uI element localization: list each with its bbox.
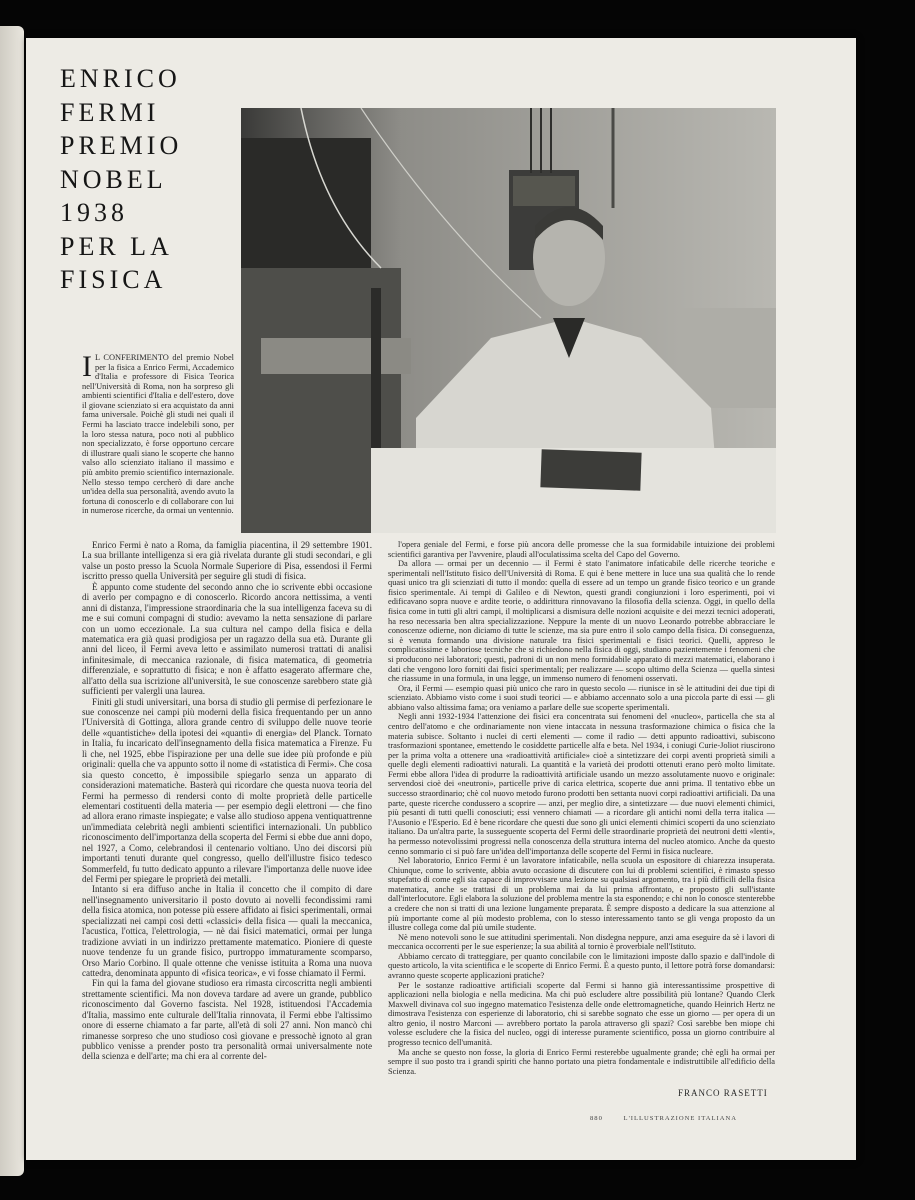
adjacent-page-edge bbox=[0, 26, 24, 1176]
paragraph: Da allora — ormai per un decennio — il Fermi è stato l'animatore infaticabile delle ricerche teoriche e sperimentali nell'Istituto fisico dell'Università di Roma. E qui è bene mettere in luce una sua qualità che lo rende quasi unico tra gli scienziati di tutto il mondo: quella di essere ad un tempo un grande fisico teorico e un grande fisico sperimentale. Ai tempi di Galileo e di Newton, questi grandi congiunzioni i loro esperimenti, poi vi edificavano sopra nuove e ardite teorie, o addirittura rinnovavano la filosofia della scienza. Oggi, in quello della fisica come in tutti gli altri campi, il moltiplicarsi a dismisura delle nozioni acquisite e dei mezzi tecnici adoperati, ha reso necessaria ben altra specializzazione. Neppure la mente di un nuovo Leonardo potrebbe abbracciare le conoscenze odierne, non diciamo di tutte le scienze, ma sia pure entro il solo campo della fisica. Di conseguenza, si è venuta formando una divisione naturale tra fisici sperimentali e fisici teorici. Quelli, appreso le complicatissime e laboriose tecniche che si richiedono nella fisica di oggi, studiano pazientemente i fenomeni che si producono nei laboratori; questi, padroni di un non meno formidabile apparato di mezzi matematici, elaborano i dati che vengono loro forniti dai fisici sperimentali; per realizzare — scopo ultimo della Scienza — quella sintesi che riassume in una formula, in una legge, un immenso numero di fenomeni osservati. bbox=[388, 559, 775, 684]
paragraph: È appunto come studente del secondo anno che io scrivente ebbi occasione di averlo per compagno e di conoscerlo. Ricordo ancora nettissima, a venti anni di distanza, l'impressione straordinaria che la sua intelligenza faceva su di me e sui comuni compagni di studio: avevamo la netta sensazione di parlare con un uomo eccezionale. La sua cultura nel campo della fisica e della matematica era già quasi prodigiosa per un ragazzo della sua età. Durante gli anni del liceo, il Fermi aveva letto e assimilato numerosi trattati di analisi infinitesimale, di meccanica razionale, di fisica matematica, di geometria differenziale, e soprattutto di fisica; e non è affatto esagerato affermare che, all'atto della sua iscrizione all'università, le sue conoscenze sarebbero state già sufficienti per valergli una laurea. bbox=[82, 581, 372, 697]
headline-line: ENRICO bbox=[60, 64, 181, 93]
headline-line: FISICA bbox=[60, 265, 167, 294]
text-column-right bbox=[388, 540, 775, 1076]
headline-line: 1938 bbox=[60, 198, 128, 227]
paragraph: Enrico Fermi è nato a Roma, da famiglia piacentina, il 29 settembre 1901. La sua brillante intelligenza si era già rivelata durante gli studi secondari, e gli valse un posto presso la Scuola Normale Superiore di Pisa, essendosi il Fermi iscritto presso quella Università per seguire gli studi di fisica. bbox=[82, 540, 372, 582]
page-number: 880 bbox=[590, 1115, 603, 1122]
paragraph: Abbiamo cercato di tratteggiare, per quanto concilabile con le limitazioni imposte dallo spazio e dall'indole di questo articolo, la vita scientifica e le scoperte di Enrico Fermi. È a questo punto, il lettore potrà forse domandarsi: avranno queste scoperte applicazioni pratiche? bbox=[388, 951, 775, 981]
paragraph: Ora, il Fermi — esempio quasi più unico che raro in questo secolo — riunisce in sè le attitudini dei due tipi di scienziato. Abbiamo visto come i suoi studi teorici — e abbiamo accennato solo a una piccola parte di essi — gli abbiano valso altissima fama; ora veniamo a parlare delle sue scoperte sperimentali. bbox=[388, 683, 775, 712]
paragraph: Ma anche se questo non fosse, la gloria di Enrico Fermi resterebbe ugualmente grande; chè egli ha ormai per sempre il suo posto tra i grandi spiriti che hanno portato una pietra fondamentale e indistruttibile all'edificio della Scienza. bbox=[388, 1047, 775, 1076]
paragraph: Intanto si era diffuso anche in Italia il concetto che il compito di dare nell'insegnamento universitario il posto dovuto ai novelli fecondissimi rami della fisica atomica, non potesse più essere affidato ai fisici sperimentali, ormai specializzati nei campi così detti «classici» della fisica — quali la meccanica, l'acustica, l'ottica, l'elettrologia, — nè dai fisici matematici, ormai per lunga tradizione avviati in un indirizzo prettamente matematico. Pioniere di queste nuove tendenze fu un grande fisico, purtroppo immaturamente scomparso, Orso Mario Corbino. Il quale ottenne che venisse istituita a Roma una nuova cattedra, denominata appunto di «fisica teorica», e vi fosse chiamato il Fermi. bbox=[82, 884, 372, 978]
paragraph: Finiti gli studi universitari, una borsa di studio gli permise di perfezionare le sue conoscenze nei campi più moderni della fisica frequentando per un anno l'Università di Gottinga, allora grande centro di sviluppo delle nuove teorie delle «quantistiche» della ipotesi dei «quanti» di energia» del Planck. Tornato in Italia, fu incaricato dell'insegnamento della fisica matematica a Firenze. Fu lì che, nel 1925, ebbe l'ispirazione per una delle sue idee più profonde e più originali: quella che va appunto sotto il nome di «statistica di Fermi». Che cosa sia questo concetto, è impossibile spiegarlo senza un apparato di considerazioni matematiche. Basterà qui ricordare che questa nuova teoria del Fermi ha permesso di rendersi conto di molte proprietà delle particelle elementari costituenti della materia — per esempio degli elettroni — che fino ad allora erano rimaste inspiegate; e valse allo studioso appena ventiquattrenne un'immediata celebrità negli ambienti scientifici internazionali. Un pubblico riconoscimento dell'importanza della scoperta del Fermi si ebbe due anni dopo, nel 1927, a Como, celebrandosi il centenario voltiano. Uno dei discorsi più importanti tenuti durante quel congresso, quello dell'illustre fisico tedesco Sommerfeld, fu tutto dedicato appunto a rilevare l'importanza delle nuove idee del Fermi per spiegare le proprietà dei metalli. bbox=[82, 696, 372, 884]
drop-cap: I bbox=[82, 350, 92, 383]
paragraph: Nel laboratorio, Enrico Fermi è un lavoratore infaticabile, nella scuola un espositore di chiarezza insuperata. Chiunque, come lo scrivente, abbia avuto occasione di discutere con lui di problemi scientifici, è rimasto spesso stupefatto di come egli sia capace di improvvisare una lezione su qualsiasi argomento, tra i più difficili della fisica matematica, anche se trattasi di un problema mai da lui prima affrontato, e proposto gli sull'istante dall'interlocutore. Egli elabora la soluzione del problema mentre la sta esponendo; e chi non lo conosce stenterebbe a credere che non si tratti di una lezione lungamente preparata. È sempre disposto a dedicare la sua attenzione al più importante come al più modesto problema, con lo stesso interessamento tanto se gli venga proposto da un illustre collega come dal più umile studente. bbox=[388, 856, 775, 933]
page-footer bbox=[590, 1115, 775, 1122]
publication-name: L'ILLUSTRAZIONE ITALIANA bbox=[623, 1115, 738, 1122]
headline-line: PER LA bbox=[60, 231, 173, 261]
headline-line: FERMI bbox=[60, 97, 160, 127]
headline-line: PREMIO bbox=[60, 131, 183, 160]
text-column-left bbox=[82, 540, 372, 1062]
paragraph: Nè meno notevoli sono le sue attitudini sperimentali. Non disdegna neppure, anzi ama eseguire da sè i lavori di meccanica occorrenti per le sue esperienze; la sua abilità al tornio è proverbiale nell'Istituto. bbox=[388, 932, 775, 952]
intro-text: L CONFERIMENTO del premio Nobel per la fisica a Enrico Fermi, Accademico d'Italia e professore di Fisica Teorica nell'Università di Roma, non ha sorpreso gli ambienti scientifici d'Italia e dell'estero, dove il giovane scienziato si era acquistato da anni fama universale. Poichè gli studi nei quali il Fermi ha lasciato tracce indelebili sono, per la loro stessa natura, poco noti al pubblico non specializzato, è forse opportuno cercare di illustrare quali siano le scoperte che hanno valso allo scienziato italiano il massimo e più ambito premio scientifico internazionale. Nello stesso tempo cercherò di dare anche un'idea della sua personalità, avendo avuto la fortuna di conoscerlo e di collaborare con lui in numerose ricerche, da ormai un ventennio. bbox=[82, 353, 234, 516]
headline bbox=[60, 62, 220, 297]
author-signature: FRANCO RASETTI bbox=[678, 1088, 768, 1098]
paragraph: Per le sostanze radioattive artificiali scoperte dal Fermi si hanno già interessantissime prospettive di applicazioni nella biologia e nella medicina. Ma chi può escludere altre possibilità più lontane? Quando Clerk Maxwell divinava col suo ingegno matematico l'esistenza delle onde elettromagnetiche, quando Heinrich Hertz ne dimostrava l'esistenza con esperienze di laboratorio, chi si sarebbe sognato che esse un giorno — per opera di un altro genio, il nostro Marconi — avrebbero portato la parola attraverso gli spazi? Così sarebbe ben miope chi volesse escludere che la fisica del nucleo, oggi di interesse puramente scientifico, possa un giorno contribuire al progresso tecnico dell'umanità. bbox=[388, 980, 775, 1048]
paragraph: l'opera geniale del Fermi, e forse più ancora delle promesse che la sua formidabile intuizione dei problemi scientifici garantiva per l'avvenire, plaudì all'oculatissima scelta del Capo del Governo. bbox=[388, 540, 775, 559]
portrait-photo bbox=[241, 108, 776, 533]
paragraph: Negli anni 1932-1934 l'attenzione dei fisici era concentrata sui fenomeni del «nucleo», particella che sta al centro dell'atomo e che ordinariamente non viene intaccata in nessuna trasformazione chimica o fisica che la materia subisce. Soltanto i nuclei di certi elementi — come il radio — detti appunto radioattivi, subiscono trasformazioni spontanee, emettendo le cosiddette particelle alfa e beta. Nel 1934, i coniugi Curie-Joliot riuscirono per la prima volta a ottenere una «radioattività artificiale» cioè a sintetizzare dei corpi aventi proprietà simili a quelle degli elementi radioattivi naturali. La quantità e la varietà dei prodotti ottenuti erano però molto limitate. Fermi ebbe allora l'idea di produrre la radioattività artificiale usando un mezzo assolutamente nuovo e originale: servendosi cioè dei «neutroni», particelle prive di carica elettrica, scoperte due anni prima. Il tentativo ebbe un successo straordinario; chè col nuovo metodo furono prodotti ben settanta nuovi corpi radioattivi artificiali. Da una parte, queste ricerche condussero a scoprire — anzi, per meglio dire, a sintetizzare — due nuovi elementi chimici, più pesanti di tutti quelli conosciuti; essi vennero chiamati — a ricordare gli antichi nomi della terra italica — l'Ausonio e l'Esperio. Ed è bene ricordare che questi due sono gli unici elementi chimici scoperti da uno scienziato italiano. Da un'altra parte, la susseguente scoperta del Fermi delle straordinarie proprietà dei neutroni detti «lenti», ha permesso notevolissimi progressi nella conoscenza della struttura interna del nucleo atomico. Anche da questo cenno sommario ci si può fare un'idea dell'importanza delle scoperte del Fermi in fisica nucleare. bbox=[388, 712, 775, 856]
headline-line: NOBEL bbox=[60, 164, 167, 194]
paragraph: Fin qui la fama del giovane studioso era rimasta circoscritta negli ambienti strettamente scientifici. Ma non doveva tardare ad avere un grande, pubblico riconoscimento dal Governo fascista. Nel 1928, istituendosi l'Accademia d'Italia, massimo ente culturale dell'Italia rinnovata, il Fermi ebbe l'altissimo onore di esserne chiamato a far parte, all'età di soli 27 anni. Non mancò chi rimanesse sorpreso che uno studioso così giovane e pressochè ignoto al gran pubblico venisse a prender posto tra personalità ormai universalmente note della scienza e dell'arte; ma chi era al corrente del- bbox=[82, 978, 372, 1062]
intro-paragraph bbox=[82, 350, 234, 516]
